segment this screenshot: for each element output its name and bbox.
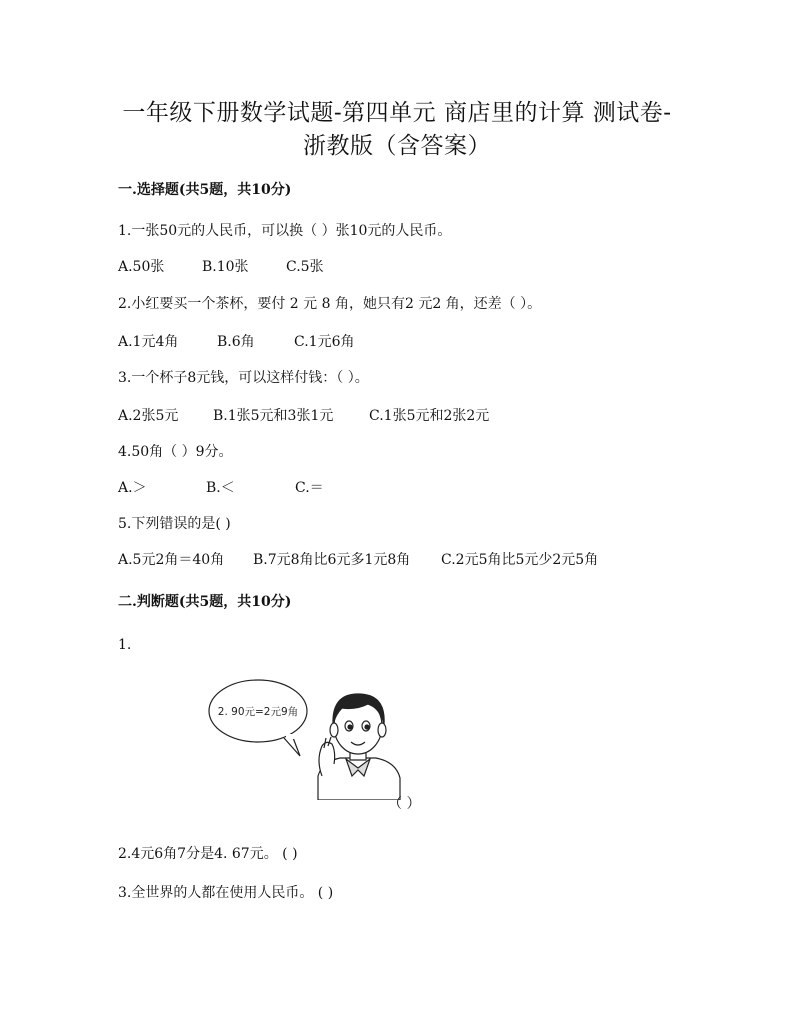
q1-option-c: C.5张 <box>286 259 324 275</box>
boy-figure <box>318 694 400 800</box>
q3-option-a: A.2张5元 <box>118 408 179 424</box>
question-4: 4.50角（ ）9分。 <box>118 444 233 460</box>
q4-option-a: A.＞ <box>118 480 147 496</box>
q5-option-b: B.7元8角比6元多1元8角 <box>253 552 411 568</box>
question-3-options <box>118 407 738 425</box>
q4-option-c: C.＝ <box>295 480 324 496</box>
judge-question-1-answer-blank: （ ） <box>388 796 421 812</box>
q2-option-a: A.1元4角 <box>118 334 179 350</box>
question-3: 3.一个杯子8元钱，可以这样付钱：（ ）。 <box>118 370 369 386</box>
question-1-options <box>118 258 738 276</box>
judge-question-1-number: 1. <box>118 637 132 653</box>
speech-bubble-text: 2. 90元=2元9角 <box>217 706 299 718</box>
judge-question-2: 2.4元6角7分是4. 67元。 ( ) <box>118 846 298 862</box>
section-2-heading: 二.判断题(共5题，共10分) <box>118 594 292 610</box>
question-2: 2.小红要买一个茶杯，要付 2 元 8 角，她只有2 元2 角，还差（ ）。 <box>118 296 542 312</box>
q2-option-c: C.1元6角 <box>294 334 355 350</box>
boy-speech-illustration <box>200 668 430 800</box>
question-4-options <box>118 479 738 497</box>
section-1-heading: 一.选择题(共5题，共10分) <box>118 182 292 198</box>
judge-question-3: 3.全世界的人都在使用人民币。 ( ) <box>118 885 334 901</box>
question-5: 5.下列错误的是( ) <box>118 516 231 532</box>
q1-option-b: B.10张 <box>202 259 249 275</box>
question-5-options <box>118 551 738 569</box>
page-title-line-1: 一年级下册数学试题-第四单元 商店里的计算 测试卷- <box>122 100 672 126</box>
q4-option-b: B.＜ <box>206 480 235 496</box>
q1-option-a: A.50张 <box>118 259 165 275</box>
q5-option-a: A.5元2角＝40角 <box>118 552 225 568</box>
question-2-options <box>118 333 738 351</box>
page-title-line-2: 浙教版（含答案） <box>303 133 491 159</box>
q5-option-c: C.2元5角比5元少2元5角 <box>441 552 599 568</box>
q2-option-b: B.6角 <box>217 334 255 350</box>
boy-speech-svg <box>200 668 430 800</box>
q3-option-b: B.1张5元和3张1元 <box>213 408 334 424</box>
question-1: 1.一张50元的人民币，可以换（ ）张10元的人民币。 <box>118 223 452 239</box>
q3-option-c: C.1张5元和2张2元 <box>369 408 490 424</box>
